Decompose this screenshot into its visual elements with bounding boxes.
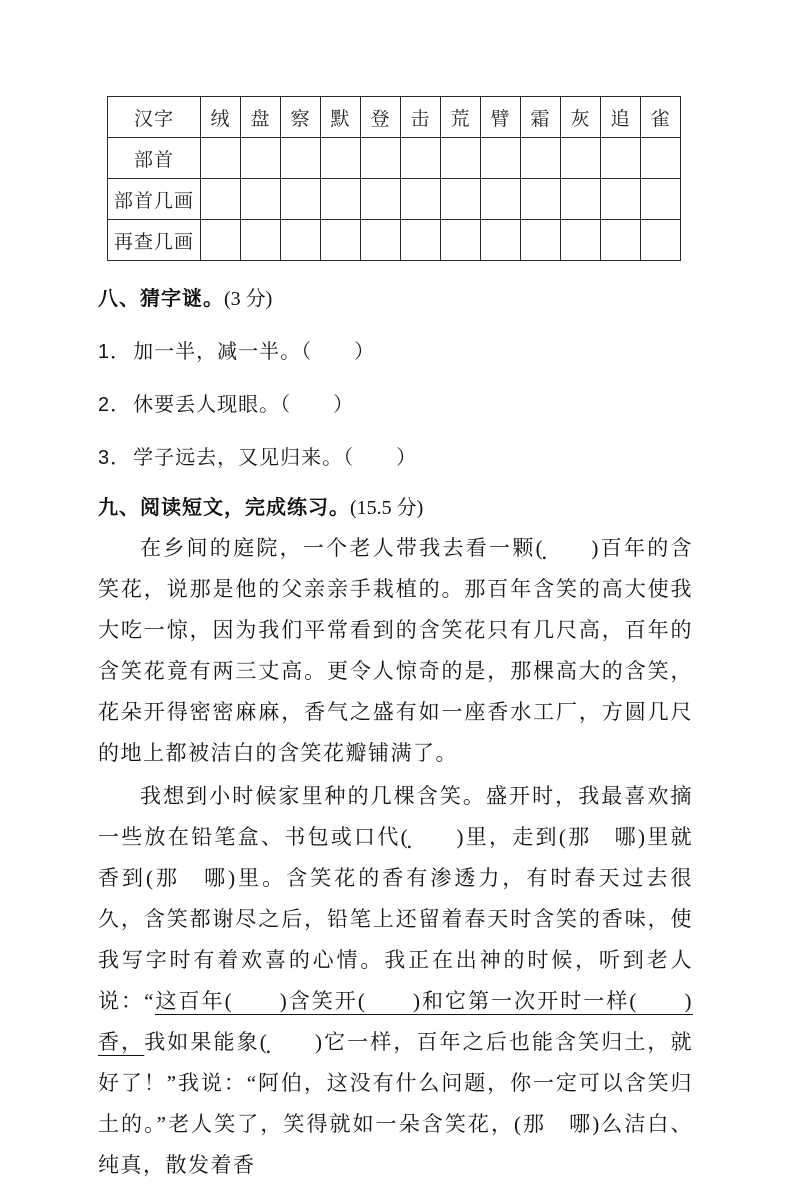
table-character-cell: 默 xyxy=(321,97,361,138)
riddle-item-number: 2． xyxy=(98,394,132,416)
answer-cell-empty xyxy=(481,179,521,220)
table-row-label: 再查几画 xyxy=(108,220,201,261)
riddle-item-text: 休要丢人现眼。（ ） xyxy=(133,394,355,416)
answer-cell-empty xyxy=(241,179,281,220)
answer-cell-empty xyxy=(561,179,601,220)
riddle-item-text: 加一半，减一半。（ ） xyxy=(133,341,376,363)
table-character-cell: 臂 xyxy=(481,97,521,138)
answer-cell-empty xyxy=(401,138,441,179)
table-character-cell: 登 xyxy=(361,97,401,138)
passage-paragraph-1 xyxy=(98,528,693,774)
answer-cell-empty xyxy=(201,138,241,179)
section-8-title: 八、猜字谜。 xyxy=(98,288,224,310)
answer-cell-empty xyxy=(281,220,321,261)
answer-cell-empty xyxy=(361,179,401,220)
answer-cell-empty xyxy=(321,138,361,179)
riddle-item-number: 3． xyxy=(98,447,132,469)
section-9-heading xyxy=(98,491,693,520)
answer-cell-empty xyxy=(281,179,321,220)
answer-cell-empty xyxy=(641,179,681,220)
emphasis-dot-character: 代 xyxy=(377,825,401,849)
riddle-item-2 xyxy=(98,388,693,417)
table-character-cell: 灰 xyxy=(561,97,601,138)
answer-cell-empty xyxy=(321,179,361,220)
answer-cell-empty xyxy=(481,220,521,261)
table-character-cell: 追 xyxy=(601,97,641,138)
passage-text: 我如果能 xyxy=(144,1030,237,1054)
table-character-cell: 盘 xyxy=(241,97,281,138)
answer-cell-empty xyxy=(521,179,561,220)
table-row-label: 部首 xyxy=(108,138,201,179)
answer-cell-empty xyxy=(441,138,481,179)
section-9-title: 九、阅读短文，完成练习。 xyxy=(98,497,350,519)
section-9-points: (15.5 分) xyxy=(350,497,424,519)
table-character-cell: 荒 xyxy=(441,97,481,138)
table-character-cell: 察 xyxy=(281,97,321,138)
answer-cell-empty xyxy=(401,220,441,261)
answer-cell-empty xyxy=(201,220,241,261)
table-character-cell: 霜 xyxy=(521,97,561,138)
answer-cell-empty xyxy=(521,220,561,261)
section-8-heading xyxy=(98,282,693,311)
answer-cell-empty xyxy=(201,179,241,220)
answer-cell-empty xyxy=(601,220,641,261)
table-row-radical xyxy=(108,138,681,179)
table-header-label: 汉字 xyxy=(108,97,201,138)
answer-cell-empty xyxy=(401,179,441,220)
answer-cell-empty xyxy=(561,138,601,179)
reading-passage xyxy=(98,528,693,1186)
answer-cell-empty xyxy=(281,138,321,179)
table-row-remaining-strokes xyxy=(108,220,681,261)
passage-text: 我想到小时候家里种的几棵含笑。盛开时，我最喜欢摘一些放在铅笔盒、书包或口 xyxy=(98,784,693,849)
riddle-item-1 xyxy=(98,335,693,364)
answer-cell-empty xyxy=(241,138,281,179)
answer-cell-empty xyxy=(521,138,561,179)
table-row-label: 部首几画 xyxy=(108,179,201,220)
emphasis-dot-character: 颗 xyxy=(512,536,536,560)
emphasis-dot-character: 象 xyxy=(236,1030,260,1054)
riddle-item-text: 学子远去，又见归来。（ ） xyxy=(133,447,418,469)
answer-cell-empty xyxy=(601,138,641,179)
passage-text: ( )百年的含笑花，说那是他的父亲亲手栽植的。那百年含笑的高大使我大吃一惊，因为我们平常看到的含笑花只有几尺高，百年的含笑花竟有两三丈高。更令人惊奇的是，那棵高大的含笑，花朵开得密密麻麻，香气之盛有如一座香水工厂，方圆几尺的地上都被洁白的含笑花瓣铺满了。 xyxy=(98,536,694,765)
table-header-row xyxy=(108,97,681,138)
answer-cell-empty xyxy=(601,179,641,220)
table-character-cell: 雀 xyxy=(641,97,681,138)
radical-lookup-table xyxy=(107,96,681,261)
answer-cell-empty xyxy=(321,220,361,261)
answer-cell-empty xyxy=(641,220,681,261)
answer-cell-empty xyxy=(361,220,401,261)
passage-paragraph-2 xyxy=(98,776,693,1186)
answer-cell-empty xyxy=(641,138,681,179)
answer-cell-empty xyxy=(361,138,401,179)
answer-cell-empty xyxy=(481,138,521,179)
table-character-cell: 击 xyxy=(401,97,441,138)
answer-cell-empty xyxy=(441,220,481,261)
riddle-item-3 xyxy=(98,441,693,470)
riddle-item-number: 1． xyxy=(98,341,132,363)
table-character-cell: 绒 xyxy=(201,97,241,138)
answer-cell-empty xyxy=(441,179,481,220)
section-8-points: (3 分) xyxy=(224,288,273,310)
passage-text: ( )里，走到(那 哪)里就香到(那 哪)里。含笑花的香有渗透力，有时春天过去很久，含笑都谢尽之后，铅笔上还留着春天时含笑的香味，使我写字时有着欢喜的心情。我正在出神的时候，听到老人说：“ xyxy=(98,825,693,1013)
table-row-radical-strokes xyxy=(108,179,681,220)
passage-text: 在乡间的庭院，一个老人带我去看一 xyxy=(140,536,513,560)
answer-cell-empty xyxy=(241,220,281,261)
answer-cell-empty xyxy=(561,220,601,261)
passage-text: ( )它一样，百年之后也能含笑归土，就好了！”我说：“阿伯，这没有什么问题，你一定可以含笑归土的。”老人笑了，笑得就如一朵含笑花，(那 哪)么洁白、纯真，散发着香 xyxy=(98,1030,694,1177)
underlined-text: 这百年( )含笑开( )和它第一次开时一样( )香， xyxy=(98,989,693,1054)
